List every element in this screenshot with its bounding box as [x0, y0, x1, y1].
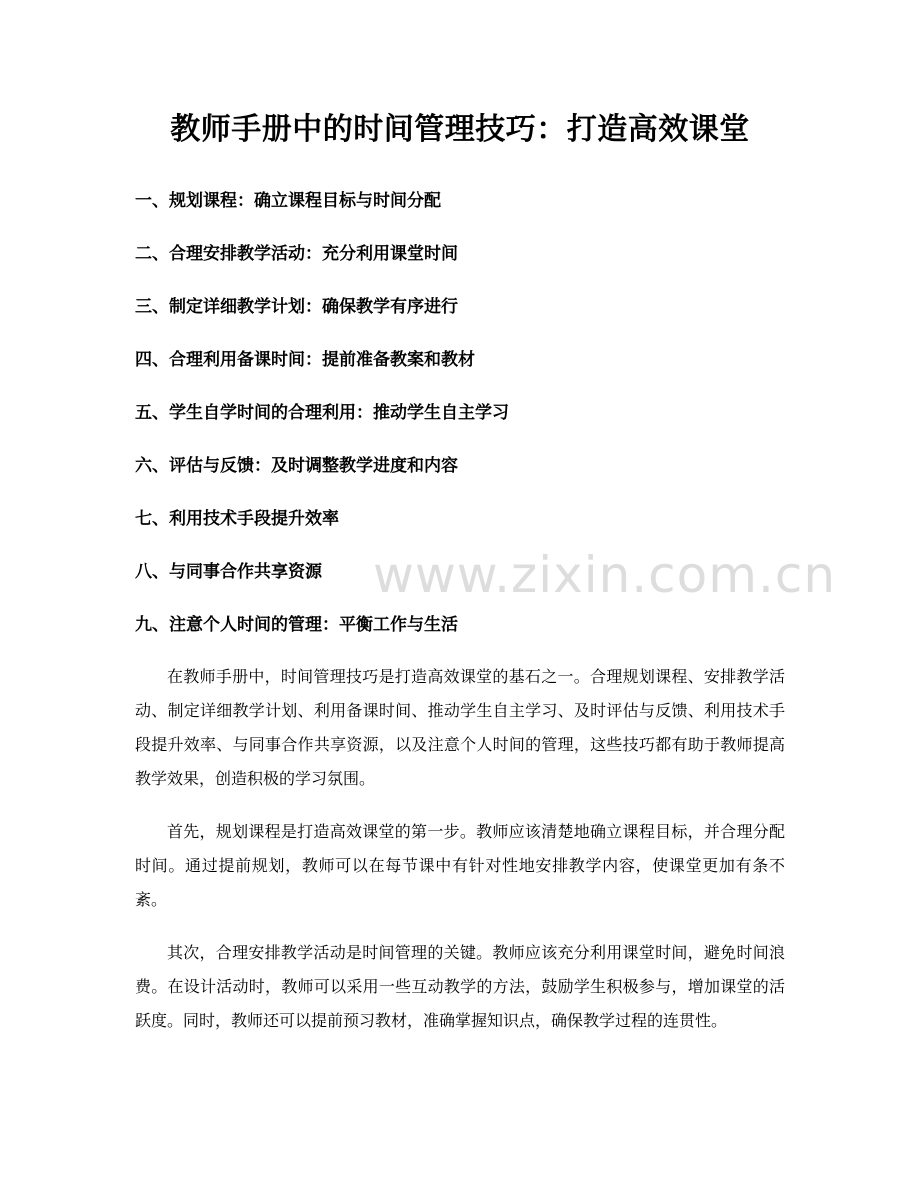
table-of-contents: [135, 186, 509, 663]
watermark: www.zixin.com.cn: [373, 546, 837, 604]
toc-item: 七、利用技术手段提升效率: [135, 509, 339, 529]
paragraph: 首先，规划课程是打造高效课堂的第一步。教师应该清楚地确立课程目标，并合理分配时间。通过提前规划，教师可以在每节课中有针对性地安排教学内容，使课堂更加有条不紊。: [135, 822, 785, 909]
toc-item: 八、与同事合作共享资源: [135, 562, 322, 582]
body-text: [135, 660, 785, 1057]
toc-item: 三、制定详细教学计划：确保教学有序进行: [135, 297, 458, 317]
toc-item: 五、学生自学时间的合理利用：推动学生自主学习: [135, 403, 509, 423]
document-title: 教师手册中的时间管理技巧：打造高效课堂: [170, 112, 750, 147]
toc-item: 六、评估与反馈：及时调整教学进度和内容: [135, 456, 458, 476]
toc-item: 一、规划课程：确立课程目标与时间分配: [135, 191, 441, 211]
toc-item: 四、合理利用备课时间：提前准备教案和教材: [135, 350, 475, 370]
toc-item: 二、合理安排教学活动：充分利用课堂时间: [135, 244, 458, 264]
toc-item: 九、注意个人时间的管理：平衡工作与生活: [135, 615, 458, 635]
paragraph: 其次，合理安排教学活动是时间管理的关键。教师应该充分利用课堂时间，避免时间浪费。在设计活动时，教师可以采用一些互动教学的方法，鼓励学生积极参与，增加课堂的活跃度。同时，教师还可以提前预习教材，准确掌握知识点，确保教学过程的连贯性。: [135, 943, 785, 1030]
paragraph: 在教师手册中，时间管理技巧是打造高效课堂的基石之一。合理规划课程、安排教学活动、制定详细教学计划、利用备课时间、推动学生自主学习、及时评估与反馈、利用技术手段提升效率、与同事合作共享资源，以及注意个人时间的管理，这些技巧都有助于教师提高教学效果，创造积极的学习氛围。: [135, 667, 785, 788]
